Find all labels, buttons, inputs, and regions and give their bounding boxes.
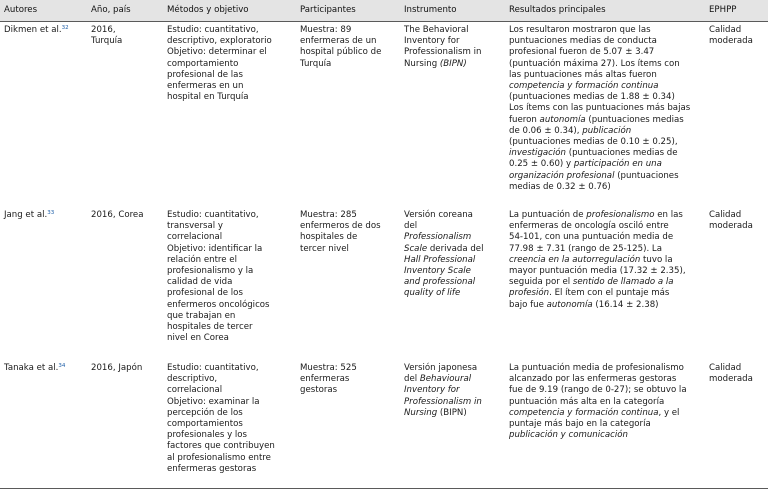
methods-cell [167,25,272,103]
text-run: The Behavioral [404,25,469,35]
methods-cell-line: al profesionalismo entre [167,452,271,463]
results-cell-line [509,419,687,430]
text-run: fue de 9.19 (rango de 0-27); se obtuvo la [509,385,687,396]
text-run: Versión coreana [404,210,473,220]
italic-term: Professionalism in [404,396,482,407]
year-country-cell-line: 2016, Japón [91,363,143,373]
methods-cell-line: Estudio: cuantitativo, [167,363,259,373]
text-run: Professionalism in [404,47,482,58]
header-col-participants: Participantes [300,5,356,15]
results-cell-line [509,59,690,70]
results-cell-line [509,430,687,441]
instrument-cell-line [404,244,483,255]
methods-cell-line: comportamientos [167,419,243,430]
results-cell-line [509,363,687,374]
text-run: (puntuaciones medias de [565,148,678,159]
methods-cell [167,210,270,344]
results-cell-line [509,408,687,419]
text-run: en las [654,210,683,220]
instrument-cell [404,210,483,300]
participants-cell [300,363,357,397]
text-run: 77.98 ± 7.31 (rango de 25-125). La [509,243,662,254]
year-country-cell [91,210,144,221]
results-cell-line [509,47,690,58]
ephpp-cell-line: Calidad [709,210,742,220]
text-run: tuvo la [640,254,673,265]
text-run: mayor puntuación media (17.32 ± 2.35), [509,266,686,277]
ephpp-cell-line: Calidad [709,25,742,35]
results-cell-line [509,92,690,103]
methods-cell-line: Objetivo: determinar el [167,47,267,58]
text-run: (puntuaciones medias de 0.10 ± 0.25), [509,137,678,148]
italic-term: and professional [404,277,476,288]
results-cell-line [509,221,686,232]
methods-cell-line: descriptivo, exploratorio [167,36,272,47]
italic-term: sentido de llamado a la [572,277,674,288]
text-run: (puntuaciones medias [585,114,684,125]
text-run: del [404,221,418,232]
participants-cell-line: Muestra: 285 [300,210,357,220]
text-run: La puntuación de [509,210,587,220]
header-col-author: Autores [4,5,38,15]
text-run: alcanzado por las enfermeras gestoras [509,374,677,385]
methods-cell-line: hospitales de tercer [167,322,253,333]
results-cell [509,25,690,193]
instrument-cell-line [404,59,481,70]
instrument-cell-line [404,408,482,419]
methods-cell-line: profesional de los [167,288,243,299]
reference-number: 34 [58,363,66,369]
italic-term: Hall Professional [404,254,476,265]
methods-cell-line: enfermeras gestoras [167,463,257,474]
methods-cell-line: que trabajan en [167,310,236,321]
italic-term: Inventory for [404,385,460,396]
instrument-cell-line [404,397,482,408]
results-cell-line [509,25,690,36]
text-run: puntaje más bajo en la categoría [509,419,651,430]
text-run: 0.25 ± 0.60) y [509,159,574,170]
text-run: profesional fueron de 5.07 ± 3.47 [509,47,655,58]
instrument-cell-line [404,266,483,277]
text-run: (puntuaciones medias de 1.88 ± 0.34) [509,92,675,103]
text-run: Nursing [404,58,438,69]
italic-term: (BIPN) [437,58,467,69]
participants-cell-line: gestoras [300,385,338,396]
text-run: (16.14 ± 2.38) [592,299,659,310]
instrument-cell-line [404,385,482,396]
text-run: puntuación más alta en la categoría [509,396,665,407]
italic-term: Professionalism [404,232,472,243]
header-col-year-country: Año, país [91,5,131,15]
results-cell-line [509,126,690,137]
header-col-instrument: Instrumento [404,5,457,15]
results-cell [509,363,687,441]
text-run: La puntuación media de profesionalismo [509,363,684,373]
instrument-cell-line [404,210,483,221]
header-col-ephpp: EPHPP [709,5,737,15]
methods-cell-line: profesional de las [167,69,243,80]
results-cell-line [509,397,687,408]
participants-cell-line: enfermeras de un [300,36,377,47]
results-cell-line [509,171,690,182]
text-run: las puntuaciones más altas fueron [509,69,657,80]
results-cell-line [509,81,690,92]
methods-cell-line: enfermeros oncológicos [167,299,270,310]
results-cell-line [509,244,686,255]
results-cell-line [509,182,690,193]
instrument-cell-line [404,374,482,385]
results-cell-line [509,288,686,299]
participants-cell-line: Muestra: 525 [300,363,357,373]
results-cell-line [509,232,686,243]
italic-term: autonomía [546,299,593,310]
results-cell-line [509,374,687,385]
methods-cell-line: enfermeras en un [167,81,244,92]
instrument-cell [404,363,482,419]
text-run: derivada del [427,243,484,254]
methods-cell-line: descriptivo, [167,374,218,385]
year-country-cell-line: 2016, [91,25,116,35]
methods-cell-line: profesionales y los [167,430,248,441]
instrument-cell-line [404,277,483,288]
italic-term: investigación [509,148,566,159]
italic-term: competencia y formación continua [509,81,659,92]
instrument-cell-line [404,232,483,243]
italic-term: participación en una [573,159,662,170]
methods-cell-line: percepción de los [167,407,243,418]
text-run: , y el [658,407,680,418]
participants-cell-line: enfermeros de dos [300,221,381,232]
italic-term: organización profesional [509,170,615,181]
ephpp-cell [709,25,753,47]
results-cell-line [509,115,690,126]
ephpp-cell [709,210,753,232]
text-run: Versión japonesa [404,363,478,373]
methods-cell-line: relación entre el [167,254,237,265]
instrument-cell-line [404,25,481,36]
ephpp-cell-line: moderada [709,36,753,47]
participants-cell-line: Muestra: 89 [300,25,352,35]
italic-term: publicación y comunicación [509,430,628,441]
italic-term: autonomía [539,114,586,125]
text-run: (puntuaciones [614,170,679,181]
text-run: 54-101, con una puntuación media de [509,232,674,243]
methods-cell-line: Objetivo: examinar la [167,396,260,407]
methods-cell-line: Estudio: cuantitativo, [167,25,259,35]
results-cell-line [509,210,686,221]
participants-cell-line: hospital público de [300,47,382,58]
text-run: (puntuación máxima 27). Los ítems con [509,58,680,69]
year-country-cell-line: 2016, Corea [91,210,144,220]
results-cell-line [509,300,686,311]
author-cell [4,210,54,221]
text-run: Los ítems con las puntuaciones más bajas [509,103,691,114]
methods-cell-line: correlacional [167,385,223,396]
header-rule [0,21,768,22]
methods-cell [167,363,275,475]
bottom-rule [0,488,768,489]
instrument-cell-line [404,47,481,58]
methods-cell-line: nivel en Corea [167,333,229,344]
author-name: Dikmen et al. [4,25,62,35]
text-run: del [404,374,420,385]
italic-term: Scale [404,243,428,254]
reference-number: 32 [61,25,69,31]
header-col-results: Resultados principales [509,5,606,15]
results-cell-line [509,137,690,148]
text-run: medias de 0.32 ± 0.76) [509,181,611,192]
italic-term: Inventory Scale [404,266,471,277]
participants-cell [300,210,381,255]
results-cell-line [509,277,686,288]
results-cell-line [509,255,686,266]
italic-term: Nursing [404,407,438,418]
text-run: bajo fue [509,299,547,310]
methods-cell-line: calidad de vida [167,277,233,288]
participants-cell-line: hospitales de [300,232,358,243]
methods-cell-line: Estudio: cuantitativo, [167,210,259,220]
ephpp-cell-line: Calidad [709,363,742,373]
year-country-cell [91,25,122,47]
italic-term: competencia y formación continua [509,407,659,418]
text-run: de 0.06 ± 0.34), [509,125,583,136]
ephpp-cell-line: moderada [709,221,753,232]
methods-cell-line: Objetivo: identificar la [167,243,263,254]
methods-cell-line: transversal y [167,221,223,232]
results-cell-line [509,70,690,81]
year-country-cell-line: Turquía [91,36,123,47]
methods-cell-line: profesionalismo y la [167,266,254,277]
text-run: (BIPN) [437,407,467,418]
text-run: Inventory for [404,36,460,47]
instrument-cell-line [404,255,483,266]
instrument-cell-line [404,363,482,374]
italic-term: creencia en la autorregulación [509,254,641,265]
header-col-methods: Métodos y objetivo [167,5,249,15]
instrument-cell-line [404,36,481,47]
author-name: Tanaka et al. [4,363,59,373]
year-country-cell [91,363,142,374]
results-cell [509,210,686,311]
ephpp-cell-line: moderada [709,374,753,385]
instrument-cell-line [404,288,483,299]
text-run: fueron [509,114,540,125]
methods-cell-line: correlacional [167,232,223,243]
instrument-cell-line [404,221,483,232]
italic-term: profesionalismo [586,210,655,220]
participants-cell [300,25,381,70]
methods-cell-line: hospital en Turquía [167,92,249,103]
italic-term: publicación [582,125,632,136]
italic-term: profesión [509,288,550,299]
text-run: enfermeras de oncología osciló entre [509,221,669,232]
italic-term: Behavioural [419,374,472,385]
reference-number: 33 [47,210,55,216]
participants-cell-line: enfermeras [300,374,350,385]
results-cell-line [509,159,690,170]
participants-cell-line: Turquía [300,58,332,69]
methods-cell-line: comportamiento [167,58,239,69]
participants-cell-line: tercer nivel [300,243,349,254]
author-cell [4,25,69,36]
ephpp-cell [709,363,753,385]
instrument-cell [404,25,481,70]
results-cell-line [509,103,690,114]
methods-cell-line: factores que contribuyen [167,441,275,452]
results-cell-line [509,385,687,396]
text-run: seguida por el [509,277,573,288]
results-cell-line [509,148,690,159]
text-run: puntuaciones medias de conducta [509,36,657,47]
author-cell [4,363,65,374]
italic-term: quality of life [404,288,461,299]
results-cell-line [509,36,690,47]
text-run: Los resultaron mostraron que las [509,25,651,35]
author-name: Jang et al. [4,210,48,220]
text-run: . El ítem con el puntaje más [549,288,670,299]
results-cell-line [509,266,686,277]
